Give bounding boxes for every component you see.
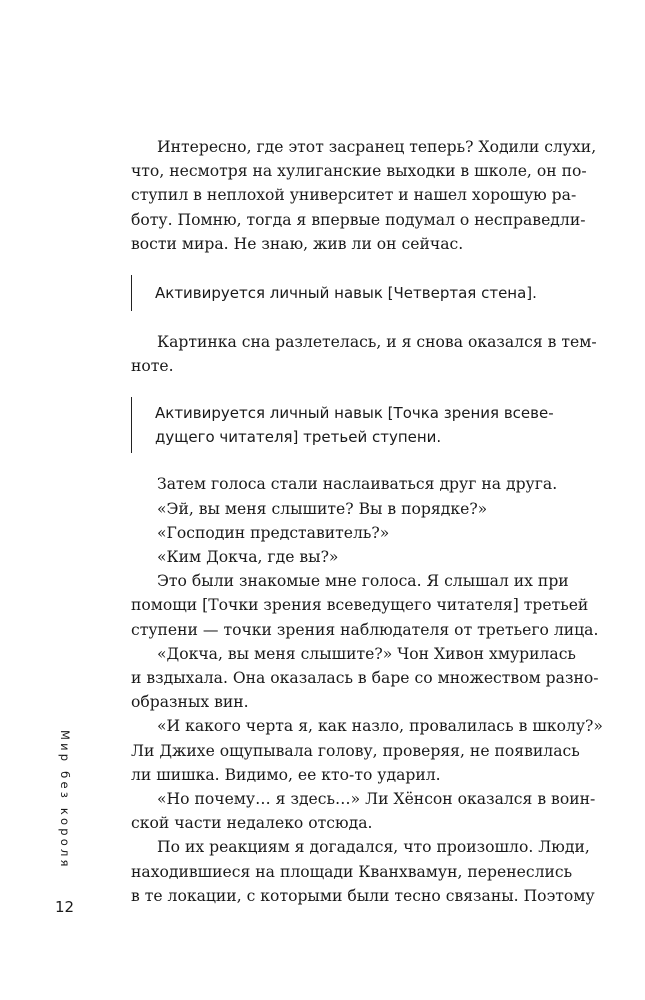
text-line: что, несмотря на хулиганские выходки в школе, он по-: [131, 162, 587, 181]
text-line: «И какого черта я, как назло, провалилась в школу?»: [157, 717, 603, 736]
text-line: Интересно, где этот засранец теперь? Ходили слухи,: [157, 138, 597, 156]
text-line: Ли Джихе ощупывала голову, проверяя, не появилась: [131, 741, 580, 760]
text-line: ли шишка. Видимо, ее кто-то ударил.: [131, 765, 441, 784]
system-message-line: Активируется личный навык [Точка зрения всеве-: [155, 404, 554, 423]
text-line: Затем голоса стали наслаиваться друг на друга.: [157, 475, 558, 494]
text-line: ступил в неплохой университет и нашел хорошую ра-: [131, 186, 577, 205]
text-line: вости мира. Не знаю, жив ли он сейчас.: [131, 234, 464, 253]
text-line: «Господин представитель?»: [157, 523, 390, 542]
text-line: и вздыхала. Она оказалась в баре со множеством разно-: [131, 669, 599, 688]
paragraph: [131, 497, 544, 521]
paragraph: [131, 545, 544, 569]
paragraph: [131, 472, 558, 496]
text-line: Это были знакомые мне голоса. Я слышал их при: [157, 572, 569, 591]
text-line: ской части недалеко отсюда.: [131, 814, 373, 833]
body-text: [131, 135, 603, 908]
text-line: Картинка сна разлетелась, и я снова оказался в тем-: [157, 333, 597, 352]
text-line: «Эй, вы меня слышите? Вы в порядке?»: [157, 499, 488, 518]
system-message-line: дущего читателя] третьей ступени.: [155, 428, 442, 447]
paragraph: [131, 521, 544, 545]
page-number: 12: [55, 898, 75, 916]
system-message-line: Активируется личный навык [Четвертая стена].: [155, 284, 537, 303]
text-line: ноте.: [131, 357, 174, 376]
paragraph: [131, 835, 595, 908]
paragraph: [131, 714, 603, 787]
paragraph: [131, 569, 599, 642]
text-line: «Ким Докча, где вы?»: [157, 548, 339, 567]
paragraph: [131, 642, 599, 715]
system-message: [131, 397, 554, 453]
text-line: боту. Помню, тогда я впервые подумал о несправедли-: [131, 210, 586, 229]
text-line: находившиеся на площади Кванхвамун, перенеслись: [131, 862, 573, 881]
text-line: образных вин.: [131, 693, 249, 712]
text-line: в те локации, с которыми были тесно связаны. Поэтому: [131, 886, 595, 905]
paragraph: [131, 787, 596, 835]
text-line: помощи [Точки зрения всеведущего читателя] третьей: [131, 596, 589, 615]
text-line: По их реакциям я догадался, что произошло. Люди,: [157, 838, 590, 857]
paragraph: [131, 330, 597, 378]
text-line: «Докча, вы меня слышите?» Чон Хивон хмурилась: [157, 644, 576, 663]
system-message: [131, 275, 544, 311]
text-line: «Но почему… я здесь…» Ли Хёнсон оказался в воин-: [157, 790, 596, 809]
paragraph: [131, 135, 597, 256]
running-title: Мир без короля: [58, 730, 72, 870]
text-line: ступени — точки зрения наблюдателя от третьего лица.: [131, 620, 599, 639]
